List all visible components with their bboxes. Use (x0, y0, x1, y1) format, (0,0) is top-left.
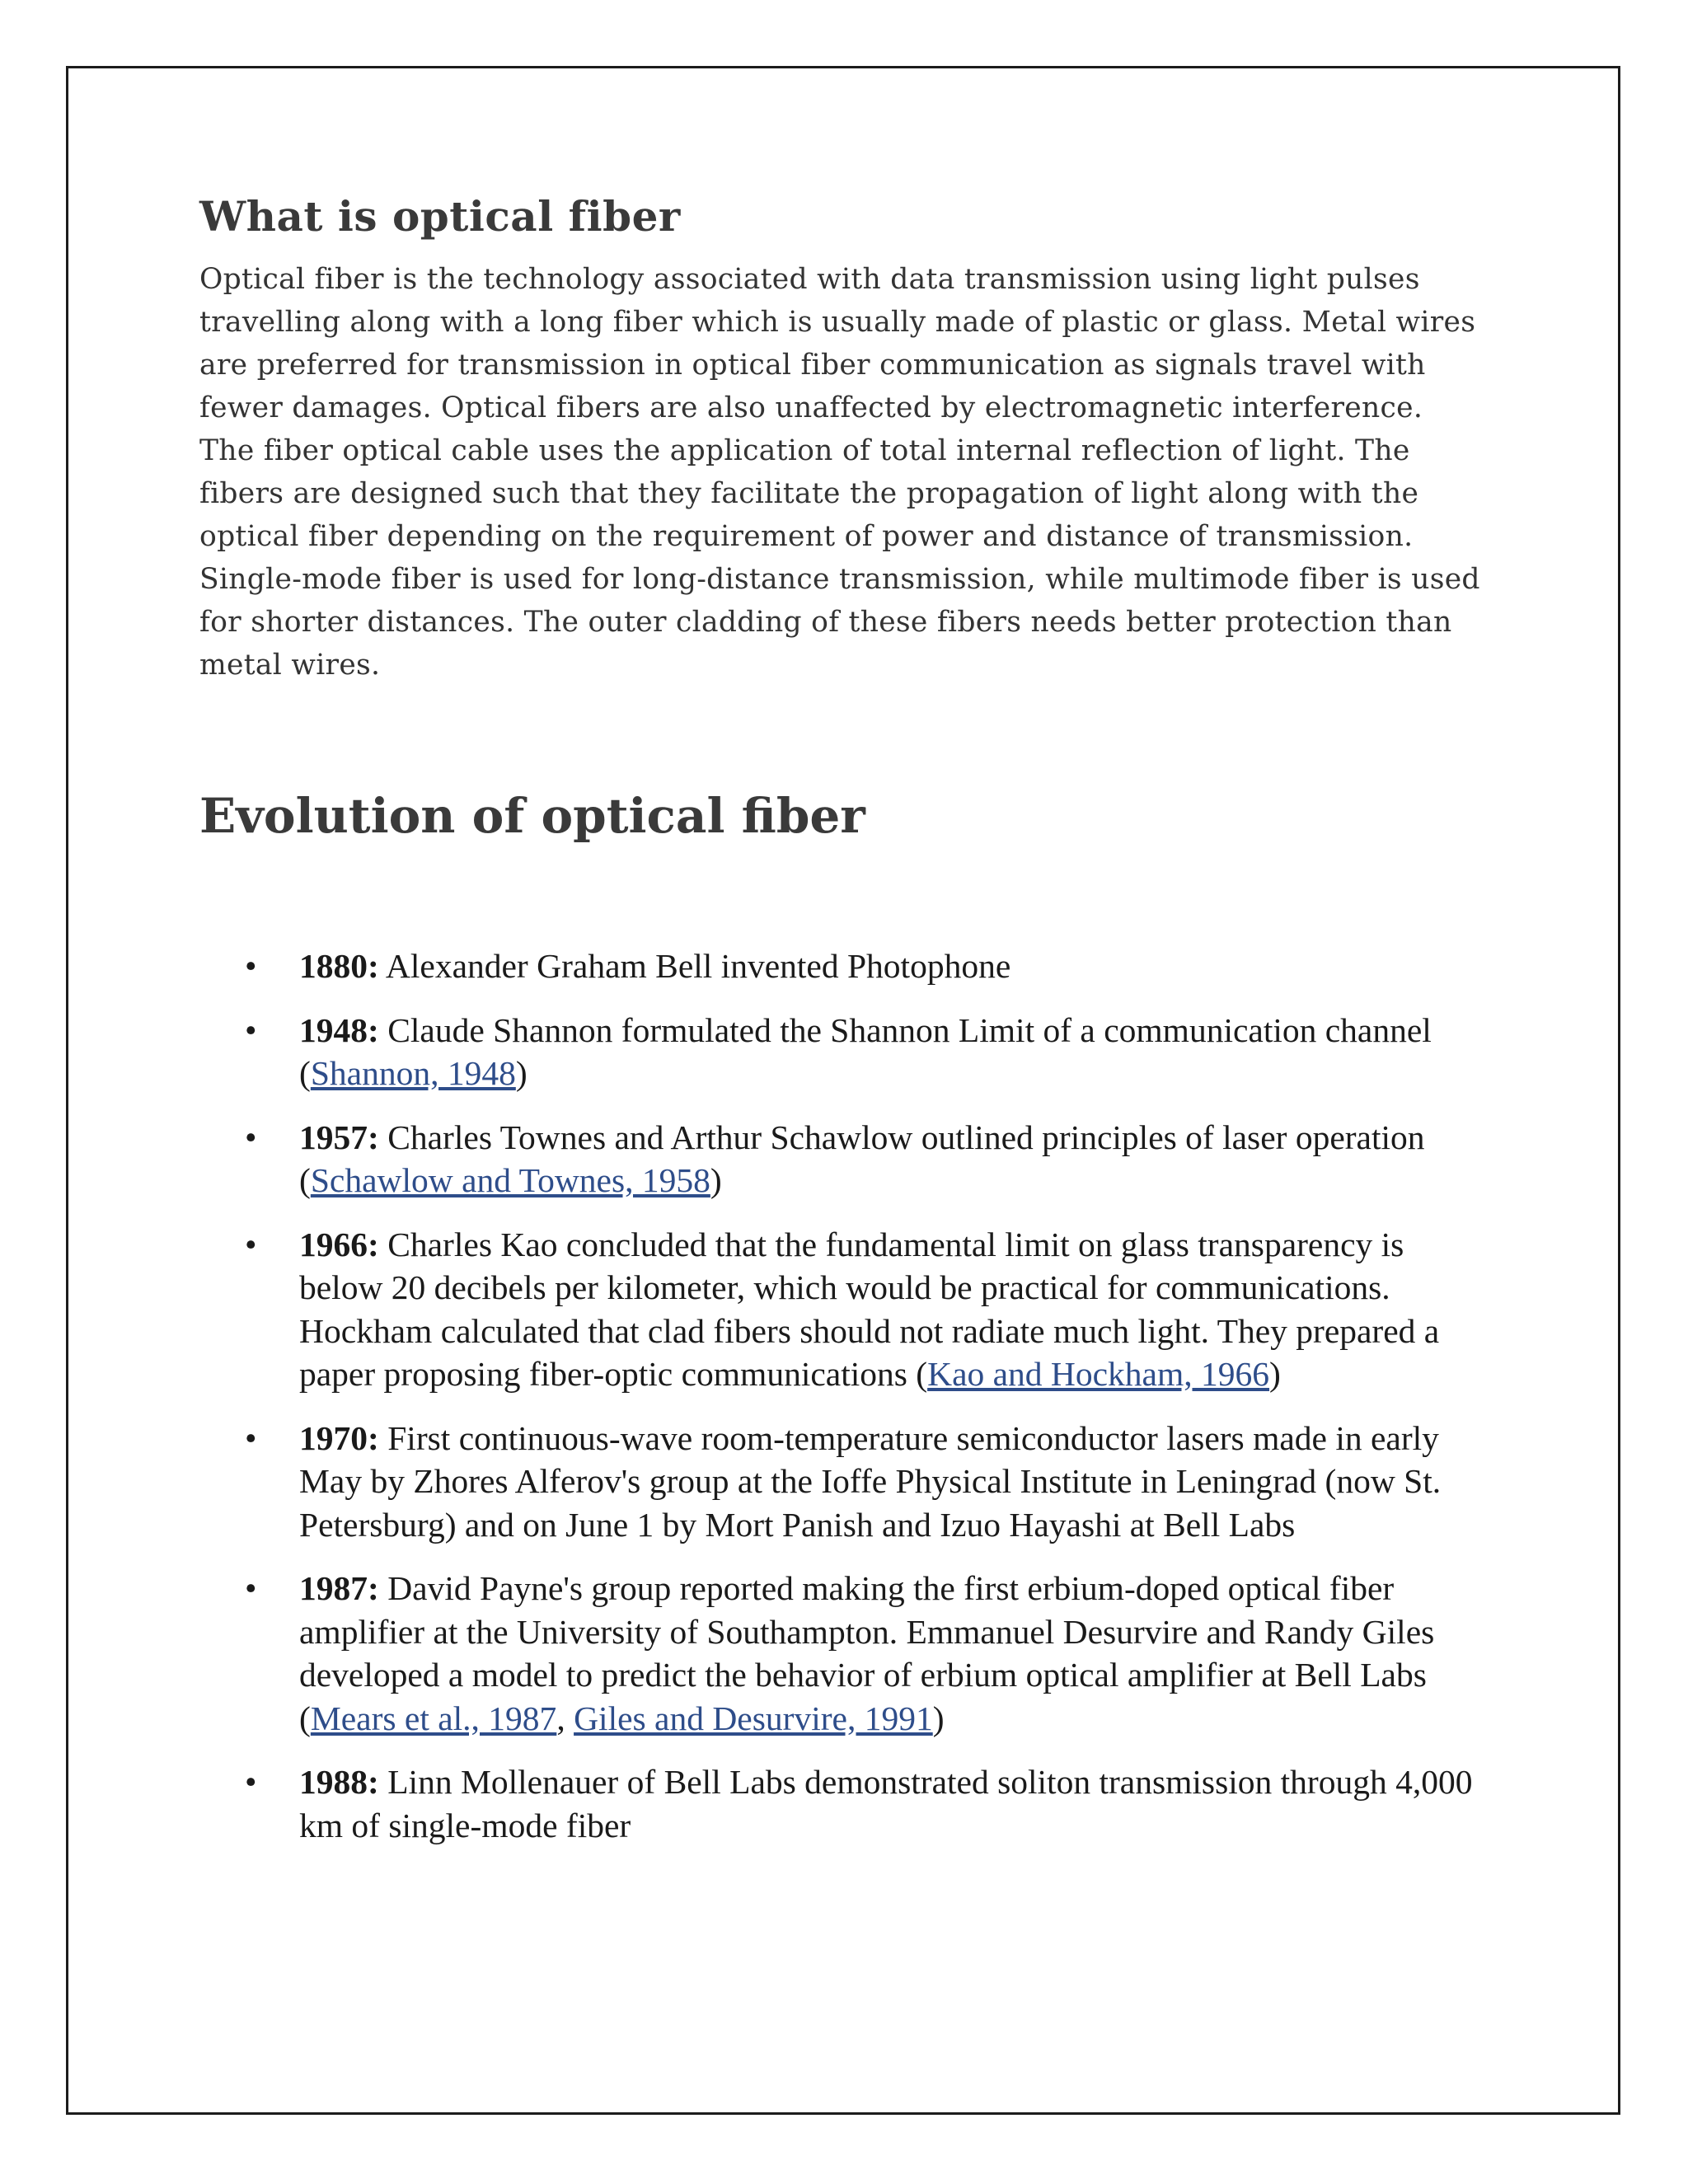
item-text: David Payne's group reported making the first erbium-doped optical fiber amplifier at the University of Southampton. Emmanuel Desurvire and Randy Giles developed a model to predict the behavior of erbium optical amplifier at Bell Labs ( (299, 1569, 1435, 1737)
intro-paragraph: Optical fiber is the technology associated with data transmission using light pulses travelling along with a long fiber which is usually made of plastic or glass. Metal wires are preferred for transmission in optical fiber communication as signals travel with fewer damages. Optical fibers are also unaffected by electromagnetic interference. The fiber optical cable uses the application of total internal reflection of light. The fibers are designed such that they facilitate the propagation of light along with the optical fiber depending on the requirement of power and distance of transmission. Single-mode fiber is used for long-distance transmission, while multimode fiber is used for shorter distances. The outer cladding of these fibers needs better protection than metal wires. (199, 263, 1480, 682)
citation-link[interactable]: Shannon, 1948 (310, 1054, 516, 1093)
document-body (199, 190, 1485, 1868)
year-label: 1970: (299, 1418, 379, 1457)
list-item (199, 1223, 1485, 1396)
list-item (199, 1567, 1485, 1740)
list-item (199, 1417, 1485, 1547)
item-text-tail: ) (1269, 1355, 1281, 1394)
item-text: Charles Townes and Arthur Schawlow outlined principles of laser operation ( (299, 1118, 1425, 1200)
citation-link[interactable]: Giles and Desurvire, 1991 (574, 1699, 933, 1737)
item-text: Charles Kao concluded that the fundamental limit on glass transparency is below 20 decibels per kilometer, which would be practical for communications. Hockham calculated that clad fibers should not radiate much light. They prepared a paper proposing fiber-optic communications ( (299, 1225, 1440, 1394)
timeline-list (199, 944, 1485, 1847)
item-text: Claude Shannon formulated the Shannon Limit of a communication channel ( (299, 1010, 1432, 1093)
list-item (199, 1116, 1485, 1202)
list-item (199, 1009, 1485, 1095)
item-text-tail: ) (932, 1699, 945, 1737)
citation-link[interactable]: Mears et al., 1987 (310, 1699, 557, 1737)
bullet-icon: • (245, 1118, 257, 1156)
year-label: 1957: (299, 1118, 379, 1156)
citation-link[interactable]: Kao and Hockham, 1966 (927, 1355, 1270, 1394)
section-heading-what-is-optical-fiber: What is optical fiber (199, 192, 681, 241)
item-text-tail: ) (710, 1161, 722, 1200)
year-label: 1988: (299, 1763, 379, 1802)
citation-separator: , (556, 1699, 574, 1737)
item-text-tail: ) (515, 1054, 528, 1093)
section-heading-evolution: Evolution of optical fiber (199, 788, 865, 844)
bullet-icon: • (245, 1569, 257, 1608)
item-text: First continuous-wave room-temperature semiconductor lasers made in early May by Zhores Alferov's group at the Ioffe Physical Institute in Leningrad (now St. Petersburg) and on June 1 by Mort Panish and Izuo Hayashi at Bell Labs (299, 1418, 1442, 1544)
bullet-icon: • (245, 1763, 257, 1802)
bullet-icon: • (245, 947, 257, 986)
citation-link[interactable]: Schawlow and Townes, 1958 (310, 1161, 710, 1200)
year-label: 1966: (299, 1225, 379, 1263)
year-label: 1880: (299, 947, 379, 986)
list-item (199, 1760, 1485, 1847)
bullet-icon: • (245, 1225, 257, 1263)
bullet-icon: • (245, 1418, 257, 1457)
bullet-icon: • (245, 1010, 257, 1049)
item-text: Alexander Graham Bell invented Photophone (378, 947, 1011, 986)
item-text: Linn Mollenauer of Bell Labs demonstrated soliton transmission through 4,000 km of single-mode fiber (299, 1763, 1473, 1844)
year-label: 1948: (299, 1010, 379, 1049)
year-label: 1987: (299, 1569, 379, 1608)
list-item (199, 944, 1485, 988)
